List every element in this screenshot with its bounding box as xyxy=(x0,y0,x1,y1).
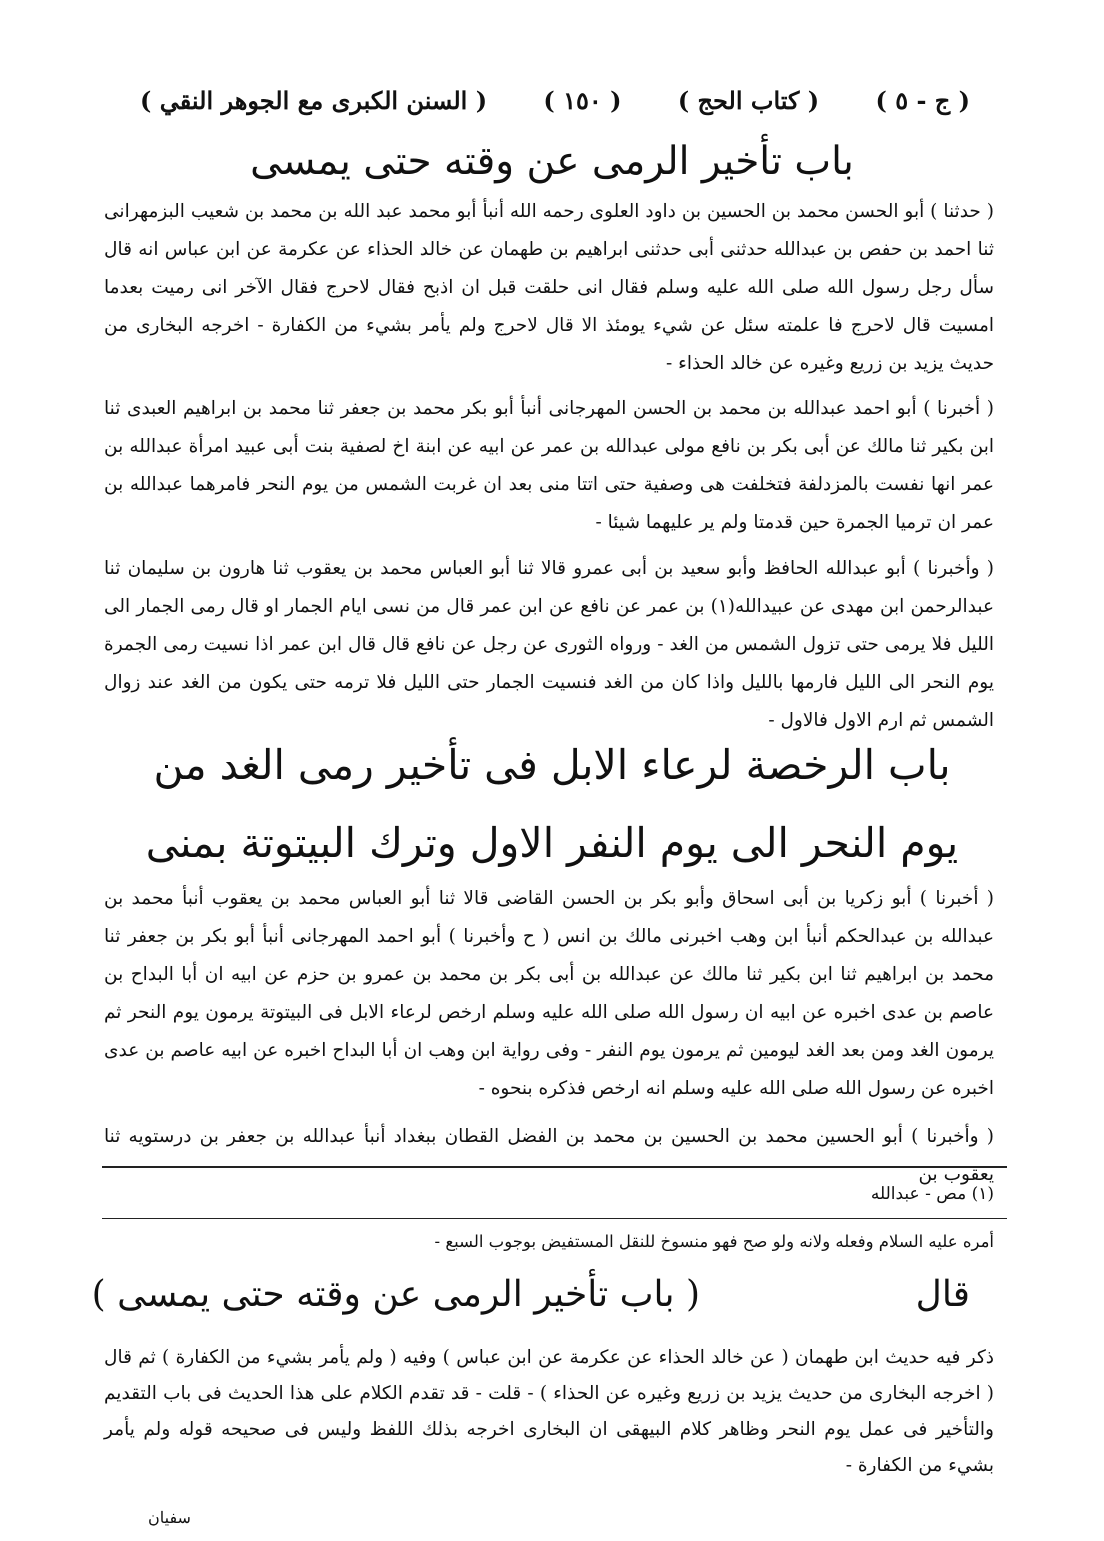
commentary-qala: قال xyxy=(915,1274,970,1315)
volume-number: ( ج - ٥ ) xyxy=(875,85,970,115)
commentary-paragraph: ذكر فيه حديث ابن طهمان ( عن خالد الحذاء عن عكرمة عن ابن عباس ) وفيه ( ولم يأمر بشيء من الكفارة ) ثم قال ( اخرجه البخارى من حديث يزيد بن زريع وغيره عن الحذاء ) - قلت - قد تقدم الكلام على هذا الحديث فى باب التقديم والتأخير فى عمل يوم النحر وظاهر كلام البيهقى ان البخارى اخرجه بذلك اللفظ وليس فى صحيحه قوله ولم يأمر بشيء من الكفارة - xyxy=(104,1347,994,1476)
hadith-paragraph: ( حدثنا ) أبو الحسن محمد بن الحسين بن داود العلوى رحمه الله أنبأ أبو محمد عبد الله بن محمد بن شعيب البزمهرانى ثنا احمد بن حفص بن عبدالله حدثنى أبى حدثنى ابراهيم بن طهمان عن خالد الحذاء عن عكرمة عن ابن عباس انه قال سأل رجل رسول الله صلى الله عليه وسلم فقال انى حلقت قبل ان اذبح فقال لاحرج فقال الآخر انى رميت بعدما امسيت قال لاحرج فا علمته سئل عن شيء يومئذ الا قال لاحرج ولم يأمر بشيء من الكفارة - اخرجه البخارى من حديث يزيد بن زريع وغيره عن خالد الحذاء - xyxy=(104,201,994,374)
hadith-paragraph: ( أخبرنا ) أبو احمد عبدالله بن محمد بن الحسن المهرجانى أنبأ أبو بكر محمد بن جعفر ثنا محمد بن ابراهيم العبدى ثنا ابن بكير ثنا مالك عن أبى بكر بن نافع مولى عبدالله بن عمر عن ابيه عن ابنة اخ لصفية بنت أبى عبيد امرأة عبدالله بن عمر انها نفست بالمزدلفة فتخلفت هى وصفية حتى اتتا منى بعد ان غربت الشمس من يوم النحر فامرهما عبدالله بن عمر ان ترميا الجمرة حين قدمتا ولم ير عليهما شيئا - xyxy=(104,398,994,533)
page-number: ( ١٥٠ ) xyxy=(543,85,622,115)
commentary-intro: أمره عليه السلام وفعله ولانه ولو صح فهو منسوخ للنقل المستفيض بوجوب السبع - xyxy=(434,1232,994,1251)
section-title: ( كتاب الحج ) xyxy=(677,85,820,115)
footnote: (١) مص - عبدالله xyxy=(870,1184,994,1204)
book-title: ( السنن الكبرى مع الجوهر النقي ) xyxy=(140,85,488,115)
commentary-heading xyxy=(91,1274,1000,1338)
hadith-paragraph: ( وأخبرنا ) أبو الحسين محمد بن الحسين بن محمد بن الفضل القطان ببغداد أنبأ عبدالله بن جعفر بن درستويه ثنا يعقوب بن xyxy=(104,1126,994,1185)
commentary-divider xyxy=(102,1218,1007,1219)
signature: سفيان xyxy=(148,1508,191,1527)
hadith-paragraph: ( وأخبرنا ) أبو عبدالله الحافظ وأبو سعيد بن أبى عمرو قالا ثنا أبو العباس محمد بن يعقوب ثنا هارون بن سليمان ثنا عبدالرحمن ابن مهدى عن عبيدالله(١) بن عمر عن نافع عن ابن عمر قال من نسى ايام الجمار او قال رمى الجمار الى الليل فلا يرمى حتى تزول الشمس من الغد - ورواه الثورى عن رجل عن نافع قال قال ابن عمر اذا نسيت رمى الجمرة يوم النحر الى الليل فارمها بالليل واذا كان من الغد فنسيت الجمار حتى الليل فلا ترمه حتى يكون من الغد عند زوال الشمس ثم ارم الاول فالاول - xyxy=(104,558,995,731)
chapter-heading: باب تأخير الرمى عن وقته حتى يمسى xyxy=(250,139,854,184)
text-divider xyxy=(102,1166,1007,1168)
chapter-heading-line2: يوم النحر الى يوم النفر الاول وترك البيتوتة بمنى xyxy=(145,819,959,867)
hadith-paragraph: ( أخبرنا ) أبو زكريا بن أبى اسحاق وأبو بكر بن الحسن القاضى قالا ثنا أبو العباس محمد بن يعقوب أنبأ محمد بن عبدالله بن عبدالحكم أنبأ ابن وهب اخبرنى مالك بن انس ( ح وأخبرنا ) أبو احمد المهرجانى أنبأ أبو بكر بن جعفر ثنا محمد بن ابراهيم ثنا ابن بكير ثنا مالك عن عبدالله بن أبى بكر بن محمد بن عمرو بن حزم عن ابيه ان أبا البداح بن عاصم بن عدى اخبره عن ابيه ان رسول الله صلى الله عليه وسلم ارخص لرعاء الابل فى البيتوتة يرمون يوم النحر ثم يرمون الغد ومن بعد الغد ليومين ثم يرمون يوم النفر - وفى رواية ابن وهب ان أبا البداح اخبره عن ابيه عاصم بن عدى اخبره عن رسول الله صلى الله عليه وسلم انه ارخص فذكره بنحوه - xyxy=(104,888,994,1099)
commentary-title: ( باب تأخير الرمى عن وقته حتى يمسى ) xyxy=(91,1274,700,1315)
running-header xyxy=(140,80,970,120)
chapter-heading-line1: باب الرخصة لرعاء الابل فى تأخير رمى الغد من xyxy=(153,741,951,789)
